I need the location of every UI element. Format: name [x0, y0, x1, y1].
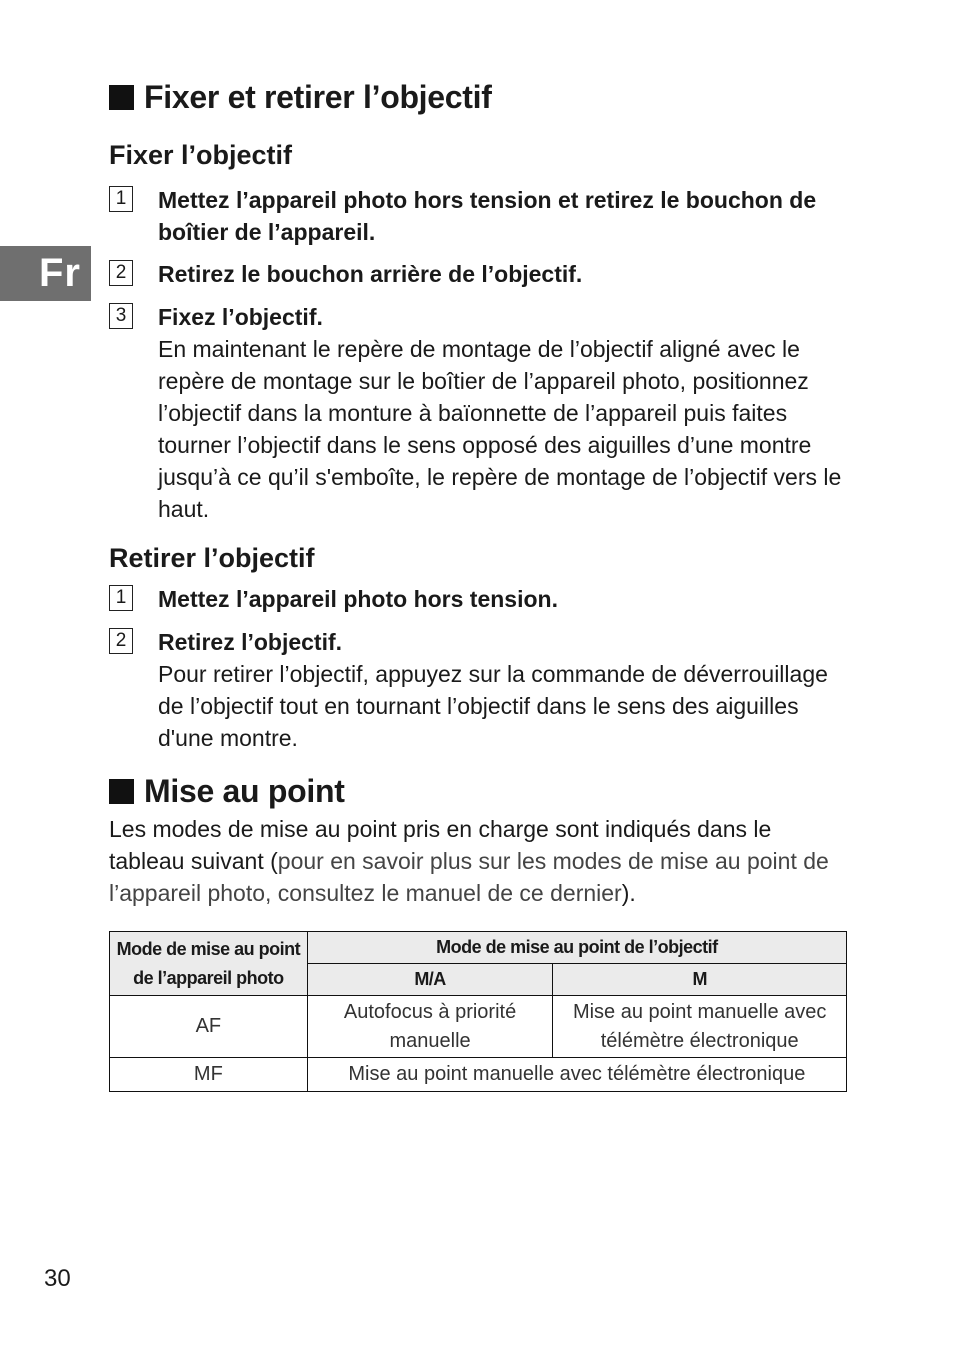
m-cell: Mise au point manuelle avec télémètre électronique — [553, 996, 847, 1058]
step-description: En maintenant le repère de montage de l’objectif aligné avec le repère de montage sur le boîtier de l’appareil photo, positionnez l’objectif dans la monture à baïonnette de l’appareil puis faites tourner l’objectif dans le sens opposé des aiguilles d’une montre jusqu’à ce qu’il s'emboîte, le repère de montage de l’objectif vers le haut. — [158, 335, 842, 522]
step-item — [109, 184, 849, 248]
step-item — [109, 301, 849, 525]
intro-parenthetical: pour en savoir plus sur les modes de mise au point de l’appareil photo, consultez le manuel de ce dernier — [109, 848, 829, 907]
step-title: Retirez l’objectif. — [158, 628, 343, 655]
square-bullet-icon — [109, 779, 134, 804]
language-tab: Fr — [0, 246, 91, 301]
step-title: Retirez le bouchon arrière de l’objectif. — [158, 260, 583, 287]
focus-mode-table — [109, 931, 847, 1092]
step-number: 1 — [109, 585, 133, 611]
subheading-attach: Fixer l’objectif — [109, 140, 293, 171]
lens-mode-m-header: M — [553, 964, 847, 996]
step-number: 2 — [109, 260, 133, 286]
page-content — [109, 80, 849, 909]
intro-end: ). — [621, 880, 636, 907]
step-number: 1 — [109, 186, 133, 212]
step-title: Mettez l’appareil photo hors tension. — [158, 585, 558, 612]
step-item — [109, 258, 849, 290]
section-heading-focus — [109, 774, 849, 809]
square-bullet-icon — [109, 85, 134, 110]
section-title: Fixer et retirer l’objectif — [144, 79, 492, 115]
step-title: Mettez l’appareil photo hors tension et retirez le bouchon de boîtier de l’appareil. — [158, 186, 817, 245]
section-title: Mise au point — [144, 772, 345, 809]
lens-mode-header: Mode de mise au point de l’objectif — [307, 932, 846, 964]
intro-text: Les modes de mise au point pris en charge sont indiqués dans le tableau suivant ( — [109, 816, 772, 875]
lens-mode-ma-header: M/A — [307, 964, 553, 996]
step-title: Fixez l’objectif. — [158, 303, 323, 330]
focus-intro — [109, 813, 849, 909]
merged-cell: Mise au point manuelle avec télémètre électronique — [307, 1058, 846, 1092]
camera-mode-cell: MF — [110, 1058, 308, 1092]
step-item — [109, 626, 849, 754]
table-row — [110, 996, 847, 1058]
section-heading-lens — [109, 80, 849, 115]
camera-mode-cell: AF — [110, 996, 308, 1058]
subheading-remove: Retirer l’objectif — [109, 542, 315, 573]
step-number: 2 — [109, 628, 133, 654]
step-number: 3 — [109, 303, 133, 329]
step-description: Pour retirer l’objectif, appuyez sur la commande de déverrouillage de l’objectif tout en tournant l’objectif dans le sens des aiguilles d'une montre. — [158, 660, 828, 751]
table-row — [110, 1058, 847, 1092]
page-number: 30 — [44, 1265, 71, 1292]
step-item — [109, 583, 849, 615]
ma-cell: Autofocus à priorité manuelle — [307, 996, 553, 1058]
camera-mode-header: Mode de mise au point de l’appareil photo — [110, 932, 308, 996]
